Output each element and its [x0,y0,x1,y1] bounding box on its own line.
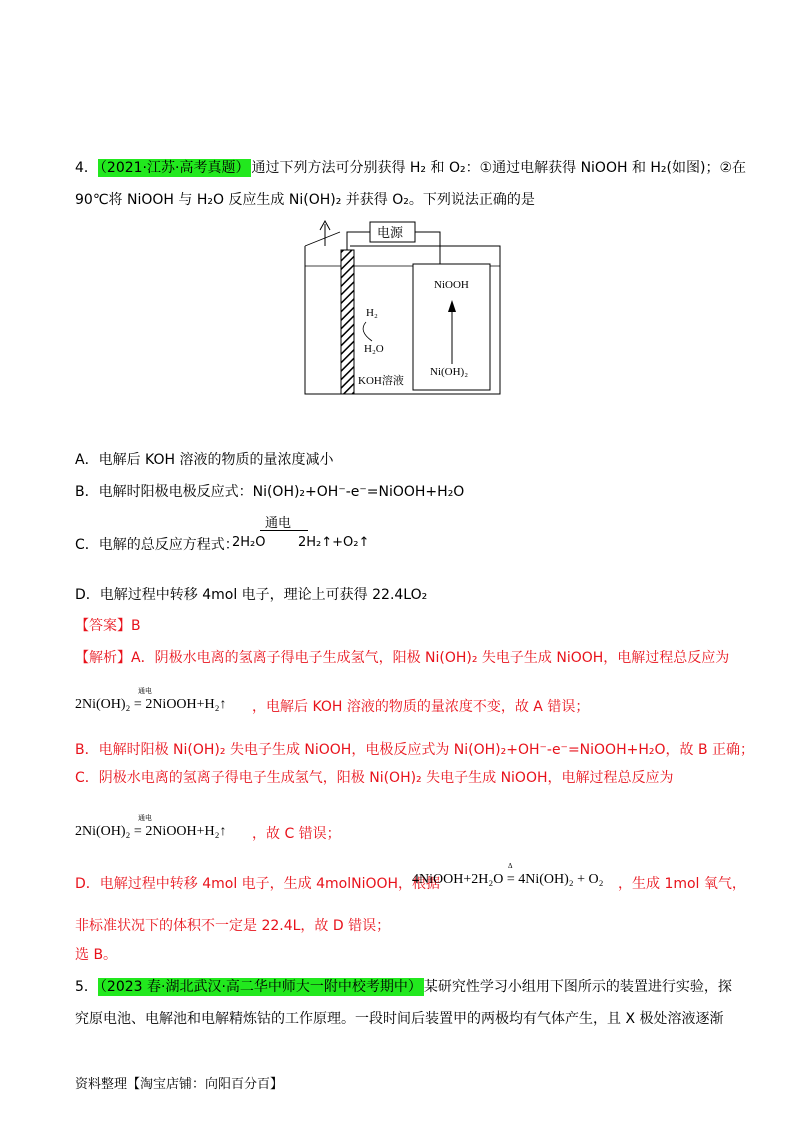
option-a: A．电解后 KOH 溶液的物质的量浓度减小 [75,452,334,468]
analysis-a-tail: ，电解后 KOH 溶液的物质的量浓度不变，故 A 错误； [252,699,590,715]
q5-stem-text1: 某研究性学习小组用下图所示的装置进行实验，探 [423,979,732,995]
koh-label: KOH溶液 [358,375,404,387]
electrolysis-diagram [300,216,510,396]
q4-stem-line1 [75,158,747,178]
equation-1: 2Ni(OH)₂ = 2NiOOH+H₂↑ [75,697,227,712]
q4-number: 4． [75,160,98,176]
nioh2-label: Ni(OH)₂ [430,366,469,378]
analysis-a-text: A．阴极水电离的氢离子得电子生成氢气，阳极 Ni(OH)₂ 失电子生成 NiOOH，电解过程总反应为 [131,650,730,666]
q4-stem-text1: 通过下列方法可分别获得 H₂ 和 O₂：①通过电解获得 NiOOH 和 H₂(如图)；②在 [251,160,747,176]
q5-source-tag: （2023 春·湖北武汉·高二华中师大一附中校考期中） [99,979,422,995]
analysis-d-suffix: ，生成 1mol 氧气， [618,876,746,892]
h2o-label: H₂O [364,343,384,355]
option-c-condition: 通电 [265,516,292,531]
option-c-right: 2H₂↑+O₂↑ [298,535,370,550]
cathode-reaction-curve [363,322,372,341]
analysis-d-line2: 非标准状况下的体积不一定是 22.4L，故 D 错误； [75,918,391,934]
option-d: D．电解过程中转移 4mol 电子，理论上可获得 22.4LO₂ [75,587,428,603]
eq2-condition: 通电 [138,814,152,822]
analysis-d-prefix: D．电解过程中转移 4mol 电子，生成 4molNiOOH，根据 [75,876,441,892]
q5-stem-line2: 究原电池、电解池和电解精炼钴的工作原理。一段时间后装置甲的两极均有气体产生，且 X 极处溶液逐渐 [75,1011,724,1027]
q4-stem-line2: 90℃将 NiOOH 与 H₂O 反应生成 Ni(OH)₂ 并获得 O₂。下列说法正确的是 [75,192,535,208]
eq3-condition: Δ [508,862,513,870]
analysis-a-line [75,648,740,668]
option-c-prefix: C．电解的总反应方程式： [75,537,239,553]
wire-cathode [347,232,370,250]
eq1-condition: 通电 [138,687,152,695]
gas-outlet-arrow [320,221,330,246]
option-c-left: 2H₂O [232,535,266,550]
equation-3: 4NiOOH+2H₂O = 4Ni(OH)₂ + O₂ [412,872,604,887]
analysis-conclusion: 选 B。 [75,947,118,963]
analysis-c-tail: ，故 C 错误； [252,826,341,842]
h2-label: H₂ [366,307,378,319]
wire-anode [415,232,440,264]
cathode-electrode [341,250,354,394]
niooh-label: NiOOH [434,279,469,291]
equation-2: 2Ni(OH)₂ = 2NiOOH+H₂↑ [75,824,227,839]
analysis-c-line: C．阴极水电离的氢离子得电子生成氢气，阳极 Ni(OH)₂ 失电子生成 NiOOH，电解过程总反应为 [75,770,674,786]
answer: 【答案】B [75,618,141,634]
q5-stem-line1 [75,977,740,997]
analysis-b-line: B．电解时阳极 Ni(OH)₂ 失电子生成 NiOOH，电极反应式为 Ni(OH)₂+OH⁻-e⁻=NiOOH+H₂O，故 B 正确； [75,742,754,758]
analysis-label: 【解析】 [75,650,131,666]
option-b: B．电解时阳极电极反应式：Ni(OH)₂+OH⁻-e⁻=NiOOH+H₂O [75,484,465,500]
q4-source-tag: （2021·江苏·高考真题） [99,160,250,176]
footer-note: 资料整理【淘宝店铺：向阳百分百】 [75,1077,284,1092]
option-c [75,535,740,555]
q5-number: 5． [75,979,98,995]
option-c-condition-bar [260,530,308,531]
power-label: 电源 [377,225,404,240]
